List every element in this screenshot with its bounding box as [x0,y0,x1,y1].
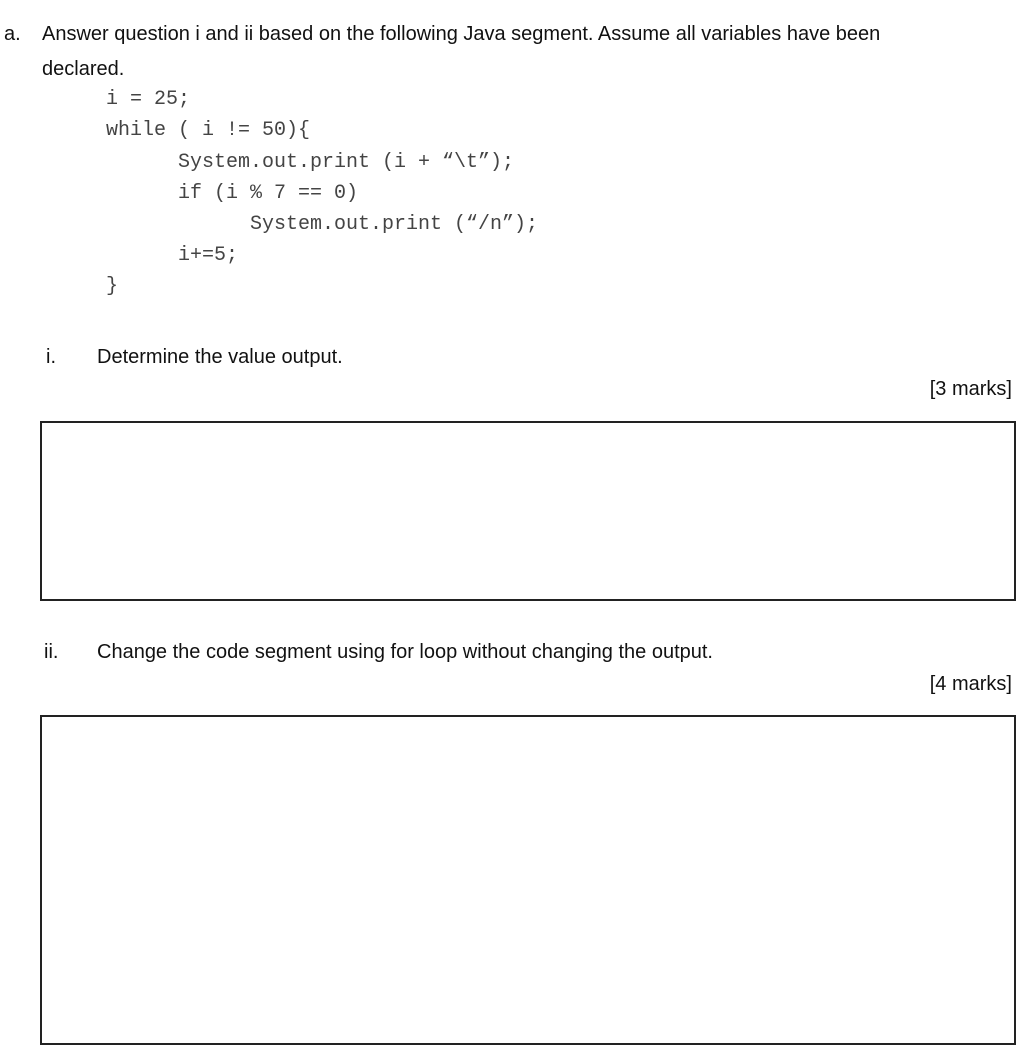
question-label: a. [4,23,21,45]
part-ii-numeral: ii. [44,641,59,663]
part-i-text: Determine the value output. [97,346,343,368]
code-line: i = 25; [106,88,191,111]
code-line: while ( i != 50){ [106,119,311,142]
part-ii-text: Change the code segment using for loop without changing the output. [97,641,713,663]
part-i-numeral: i. [46,346,56,368]
code-line: } [106,275,119,298]
code-line: System.out.print (“/n”); [250,213,539,236]
code-line: i+=5; [178,244,239,267]
code-line: System.out.print (i + “\t”); [178,151,515,174]
question-intro-line2: declared. [42,58,125,80]
question-intro-line1: Answer question i and ii based on the following Java segment. Assume all variables have been [42,23,881,45]
part-i-answer-box[interactable] [40,421,1016,601]
part-i-marks: [3 marks] [929,378,1012,400]
code-line: if (i % 7 == 0) [178,182,359,205]
part-ii-answer-box[interactable] [40,715,1016,1045]
part-ii-marks: [4 marks] [929,673,1012,695]
